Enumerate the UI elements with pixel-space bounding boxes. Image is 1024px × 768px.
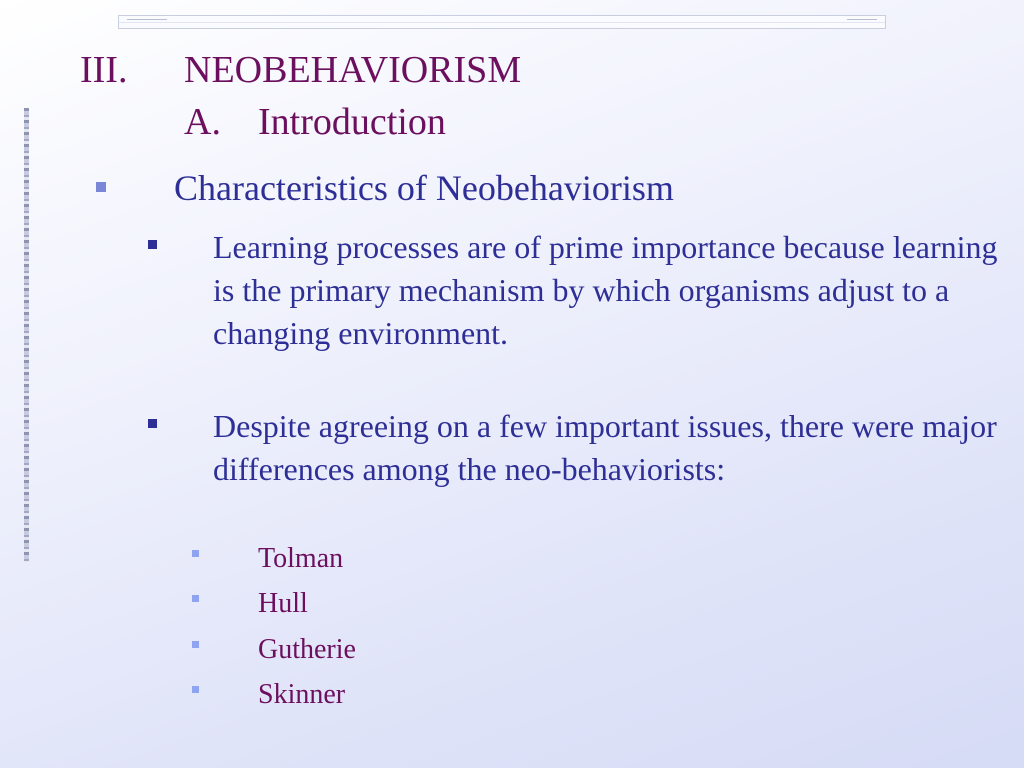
title-numeral: III. <box>80 49 128 91</box>
square-bullet-icon <box>148 419 157 428</box>
square-bullet-icon <box>96 182 106 192</box>
sub-bullet <box>148 226 1008 355</box>
square-bullet-icon <box>192 641 199 648</box>
name-item-text: Tolman <box>258 543 344 574</box>
square-bullet-icon <box>192 595 199 602</box>
square-bullet-icon <box>148 240 157 249</box>
sub-bullet <box>148 405 1008 491</box>
title-heading: NEOBEHAVIORISM <box>184 49 522 91</box>
main-bullet-text: Characteristics of Neobehaviorism <box>174 168 674 208</box>
decorative-left-bar <box>24 108 29 562</box>
name-item-text: Gutherie <box>258 634 356 665</box>
name-item-text: Skinner <box>258 679 346 710</box>
subtitle-numeral: A. <box>184 101 221 143</box>
subtitle-heading: Introduction <box>258 101 446 143</box>
square-bullet-icon <box>192 550 199 557</box>
decorative-top-bar <box>118 15 886 29</box>
sub-bullet-text: Despite agreeing on a few important issues, there were major differences among the neo-behaviorists: <box>213 408 997 487</box>
name-item-text: Hull <box>258 588 308 619</box>
sub-bullet-text: Learning processes are of prime importance because learning is the primary mechanism by which organisms adjust to a changing environment. <box>213 229 998 351</box>
square-bullet-icon <box>192 686 199 693</box>
